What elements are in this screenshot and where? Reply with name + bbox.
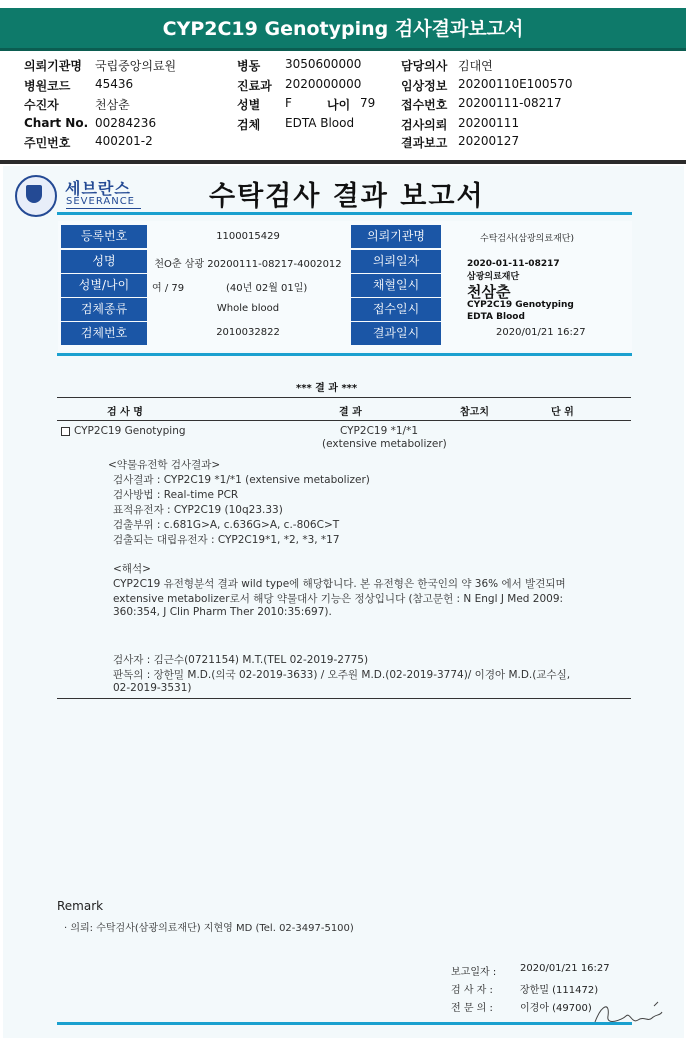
sex-age-label: 성별/나이 [61, 274, 147, 297]
shield-icon [26, 185, 42, 203]
patient-value: 천삼춘 [95, 98, 130, 112]
signoff-tech-label: 검 사 자 : [451, 985, 493, 996]
resident-no-value: 400201-2 [95, 134, 153, 148]
sex-age-value: 여 / 79 [152, 283, 185, 294]
resident-no-label: 주민번호 [24, 136, 71, 150]
signoff-doctor-value: 이경아 (49700) [520, 1003, 592, 1014]
interpretation-heading: <해석> [113, 563, 151, 575]
age-label: 나이 [327, 98, 351, 112]
hospital-label: 의뢰기관명 [24, 59, 82, 73]
hospital-code-value: 45436 [95, 77, 134, 91]
logo-english: SEVERANCE [66, 196, 135, 207]
chart-no-value: 00284236 [95, 116, 157, 130]
signoff-date-label: 보고일자 : [451, 967, 497, 978]
detail-line: 검출부위 : c.681G>A, c.636G>A, c.-806C>T [113, 519, 340, 531]
specimen-type-label: 검체종류 [61, 298, 147, 321]
age-value: 79 [360, 96, 376, 110]
sex-label: 성별 [237, 98, 261, 112]
report-title: 수탁검사 결과 보고서 [209, 181, 485, 212]
signoff-doctor-label: 전 문 의 : [451, 1003, 493, 1014]
stamp-test: CYP2C19 Genotyping [467, 300, 574, 310]
clinical-info-value: 20200110E100570 [458, 77, 573, 91]
col-unit: 단 위 [551, 407, 574, 418]
report-date-value: 20200127 [458, 134, 520, 148]
col-test-name: 검 사 명 [107, 407, 143, 418]
header-divider [0, 160, 686, 164]
chart-no-label: Chart No. [24, 116, 89, 130]
specimen-no-value: 2010032822 [216, 327, 280, 338]
staff-line: 판독의 : 장한밀 M.D.(의국 02-2019-3633) / 오주원 M.D.(02-2019-3774)/ 이경아 M.D.(교수실, [113, 669, 571, 681]
birthdate-value: (40년 02월 01일) [226, 283, 308, 294]
staff-line: 검사자 : 김근수(0721154) M.T.(TEL 02-2019-2775) [113, 654, 369, 666]
result-date-label: 결과일시 [351, 322, 441, 345]
department-label: 진료과 [237, 79, 272, 93]
requester-label: 의뢰기관명 [351, 225, 441, 248]
title-rule [57, 212, 632, 215]
stamp-name: 천삼춘 [467, 283, 511, 301]
stamp-specimen: EDTA Blood [467, 312, 525, 322]
hospital-code-label: 병원코드 [24, 79, 71, 93]
ward-value: 3050600000 [285, 57, 362, 71]
sex-value: F [285, 96, 292, 110]
specimen-label: 검체 [237, 118, 261, 132]
report-date-label: 결과보고 [401, 136, 448, 150]
detail-line: 검사결과 : CYP2C19 *1/*1 (extensive metabolizer) [113, 474, 370, 486]
reg-no-label: 등록번호 [61, 225, 147, 248]
remark-text: · 의뢰: 수탁검사(삼광의료재단) 지현영 MD (Tel. 02-3497-5100) [64, 923, 354, 934]
details-heading: <약물유전학 검사결과> [108, 459, 221, 471]
specimen-value: EDTA Blood [285, 116, 355, 130]
footer-rule [57, 1022, 632, 1025]
interpretation-line: 360:354, J Clin Pharm Ther 2010:35:697). [113, 606, 332, 618]
result-heading: *** 결 과 *** [296, 383, 358, 394]
signoff-date-value: 2020/01/21 16:27 [520, 963, 610, 974]
row-result-note: (extensive metabolizer) [322, 438, 447, 450]
detail-line: 검출되는 대립유전자 : CYP2C19*1, *2, *3, *17 [113, 534, 340, 546]
col-result: 결 과 [339, 407, 362, 418]
table-top-rule [57, 397, 631, 398]
detail-line: 검사방법 : Real-time PCR [113, 489, 239, 501]
interpretation-line: extensive metabolizer로서 해당 약물대사 기능은 정상입니다 (참고문헌 : N Engl J Med 2009: [113, 593, 564, 605]
name-label: 성명 [61, 250, 147, 273]
result-date-value: 2020/01/21 16:27 [496, 327, 586, 338]
name-value: 천O춘 삼광 20200111-08217-4002012 [154, 259, 342, 270]
logo-korean: 세브란스 [65, 179, 131, 198]
report-title-banner: CYP2C19 Genotyping 검사결과보고서 [0, 8, 686, 51]
receipt-no-label: 접수번호 [401, 98, 448, 112]
doctor-label: 담당의사 [401, 59, 448, 73]
row-result: CYP2C19 *1/*1 [340, 425, 419, 437]
staff-line: 02-2019-3531) [113, 682, 192, 694]
col-reference: 참고치 [460, 407, 489, 418]
table-bottom-rule [57, 698, 631, 699]
doctor-value: 김대연 [458, 59, 493, 73]
receipt-no-value: 20200111-08217 [458, 96, 562, 110]
detail-line: 표적유전자 : CYP2C19 (10q23.33) [113, 504, 283, 516]
interpretation-line: CYP2C19 유전형분석 결과 wild type에 해당합니다. 본 유전형은 한국인의 약 36% 에서 발견되며 [113, 578, 566, 590]
reg-no-value: 1100015429 [216, 231, 280, 242]
receipt-label: 접수일시 [351, 298, 441, 321]
stamp-id: 2020-01-11-08217 [467, 259, 560, 269]
patient-label: 수진자 [24, 98, 59, 112]
info-rule [57, 353, 632, 356]
checkbox-icon [61, 427, 70, 436]
request-date-value: 20200111 [458, 116, 520, 130]
ward-label: 병동 [237, 59, 261, 73]
stamp-org: 삼광의료재단 [467, 272, 520, 282]
logo-underline [66, 208, 141, 209]
specimen-no-label: 검체번호 [61, 322, 147, 345]
hospital-value: 국립중앙의료원 [95, 59, 177, 73]
requester-value: 수탁검사(삼광의료재단) [480, 234, 574, 244]
signoff-tech-value: 장한밀 (111472) [520, 985, 599, 996]
row-test-name: CYP2C19 Genotyping [74, 425, 186, 437]
table-header-rule [57, 420, 631, 421]
request-date-label2: 의뢰일자 [351, 250, 441, 273]
remark-title: Remark [57, 899, 104, 913]
request-date-label: 검사의뢰 [401, 118, 448, 132]
specimen-type-value: Whole blood [216, 303, 280, 314]
department-value: 2020000000 [285, 77, 362, 91]
clinical-info-label: 임상정보 [401, 79, 448, 93]
collection-label: 채혈일시 [351, 274, 441, 297]
